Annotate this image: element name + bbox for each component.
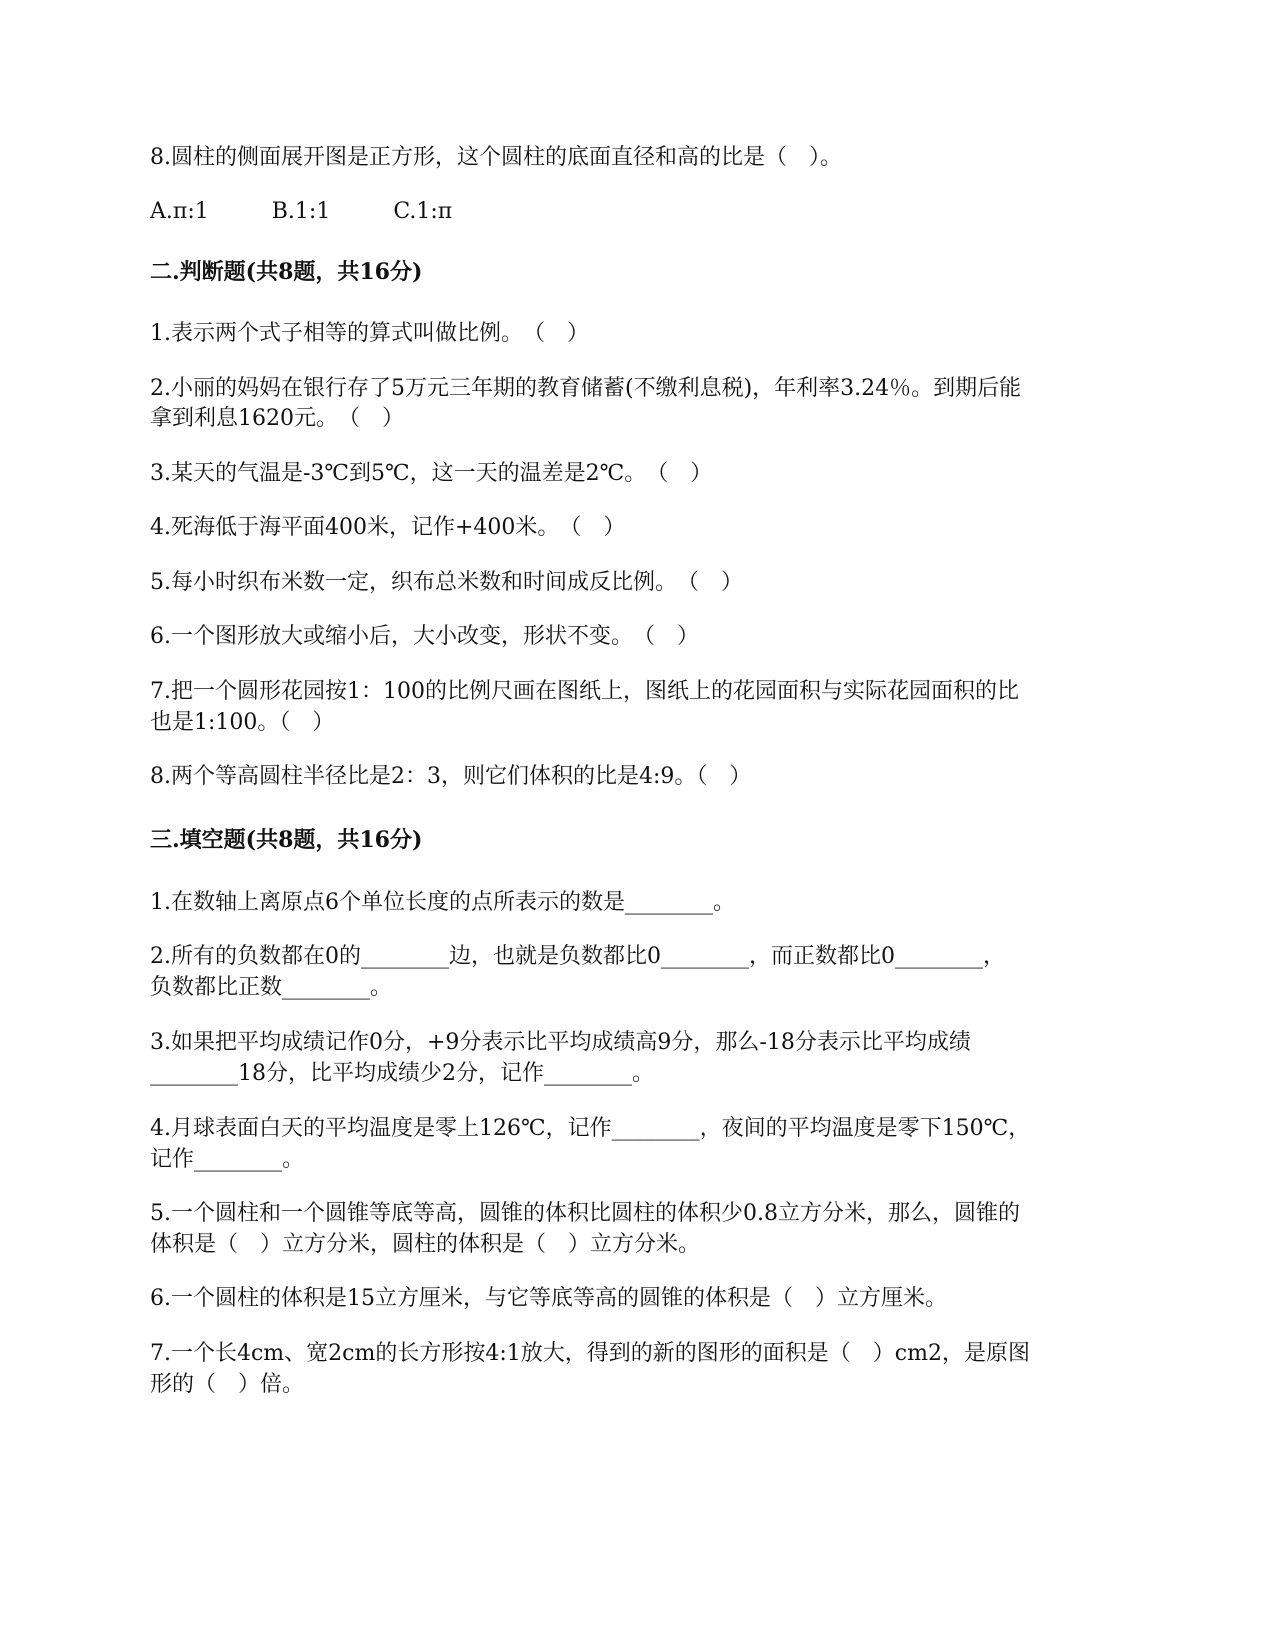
option-a: A.π:1: [150, 199, 209, 224]
fill-q6: 6.一个圆柱的体积是15立方厘米，与它等底等高的圆锥的体积是（ ）立方厘米。: [150, 1286, 947, 1311]
fill-q1: 1.在数轴上离原点6个单位长度的点所表示的数是________。: [150, 890, 735, 915]
fill-q5-line1: 5.一个圆柱和一个圆锥等底等高，圆锥的体积比圆柱的体积少0.8立方分米，那么，圆锥的: [150, 1201, 1020, 1226]
fill-q4-line1: 4.月球表面白天的平均温度是零上126℃，记作________，夜间的平均温度是零下150℃，: [150, 1116, 1031, 1141]
fill-q7-line2: 形的（ ）倍。: [150, 1372, 305, 1397]
judge-q1: 1.表示两个式子相等的算式叫做比例。 （ ）: [150, 321, 589, 346]
fill-q3-line1: 3.如果把平均成绩记作0分，+9分表示比平均成绩高9分，那么-18分表示比平均成绩: [150, 1030, 971, 1055]
fill-q5-line2: 体积是（ ）立方分米，圆柱的体积是（ ）立方分米。: [150, 1232, 701, 1257]
fill-q4-line2: 记作________。: [150, 1147, 305, 1172]
judge-q8: 8.两个等高圆柱半径比是2：3，则它们体积的比是4:9。（ ）: [150, 764, 752, 789]
judge-q7-line1: 7.把一个圆形花园按1：100的比例尺画在图纸上，图纸上的花园面积与实际花园面积的比: [150, 679, 1019, 704]
judge-q2-line2: 拿到利息1620元。 （ ）: [150, 406, 404, 431]
option-c: C.1:π: [393, 199, 453, 224]
judge-q6: 6.一个图形放大或缩小后，大小改变，形状不变。 （ ）: [150, 624, 699, 649]
fill-q7-line1: 7.一个长4cm、宽2cm的长方形按4:1放大，得到的新的图形的面积是（ ）cm2，是原图: [150, 1341, 1030, 1366]
option-b: B.1:1: [271, 199, 331, 224]
fill-q3-line2: ________18分，比平均成绩少2分，记作________。: [150, 1061, 654, 1086]
fill-q2-line1: 2.所有的负数都在0的________边，也就是负数都比0________，而正数都比0________，: [150, 944, 1005, 969]
section2-heading: 二.判断题(共8题，共16分): [150, 259, 423, 285]
judge-q5: 5.每小时织布米数一定，织布总米数和时间成反比例。 （ ）: [150, 570, 743, 595]
judge-q7-line2: 也是1:100。（ ）: [150, 710, 335, 735]
question-8-prev: 8.圆柱的侧面展开图是正方形，这个圆柱的底面直径和高的比是（ ）。: [150, 145, 842, 170]
judge-q4: 4.死海低于海平面400米，记作+400米。 （ ）: [150, 515, 626, 540]
judge-q3: 3.某天的气温是-3℃到5℃，这一天的温差是2℃。 （ ）: [150, 461, 713, 486]
fill-q2-line2: 负数都比正数________。: [150, 975, 393, 1000]
section3-heading: 三.填空题(共8题，共16分): [150, 827, 423, 853]
question-8-options: [150, 196, 1130, 228]
judge-q2-line1: 2.小丽的妈妈在银行存了5万元三年期的教育储蓄(不缴利息税)，年利率3.24％。到期后能: [150, 376, 1022, 401]
